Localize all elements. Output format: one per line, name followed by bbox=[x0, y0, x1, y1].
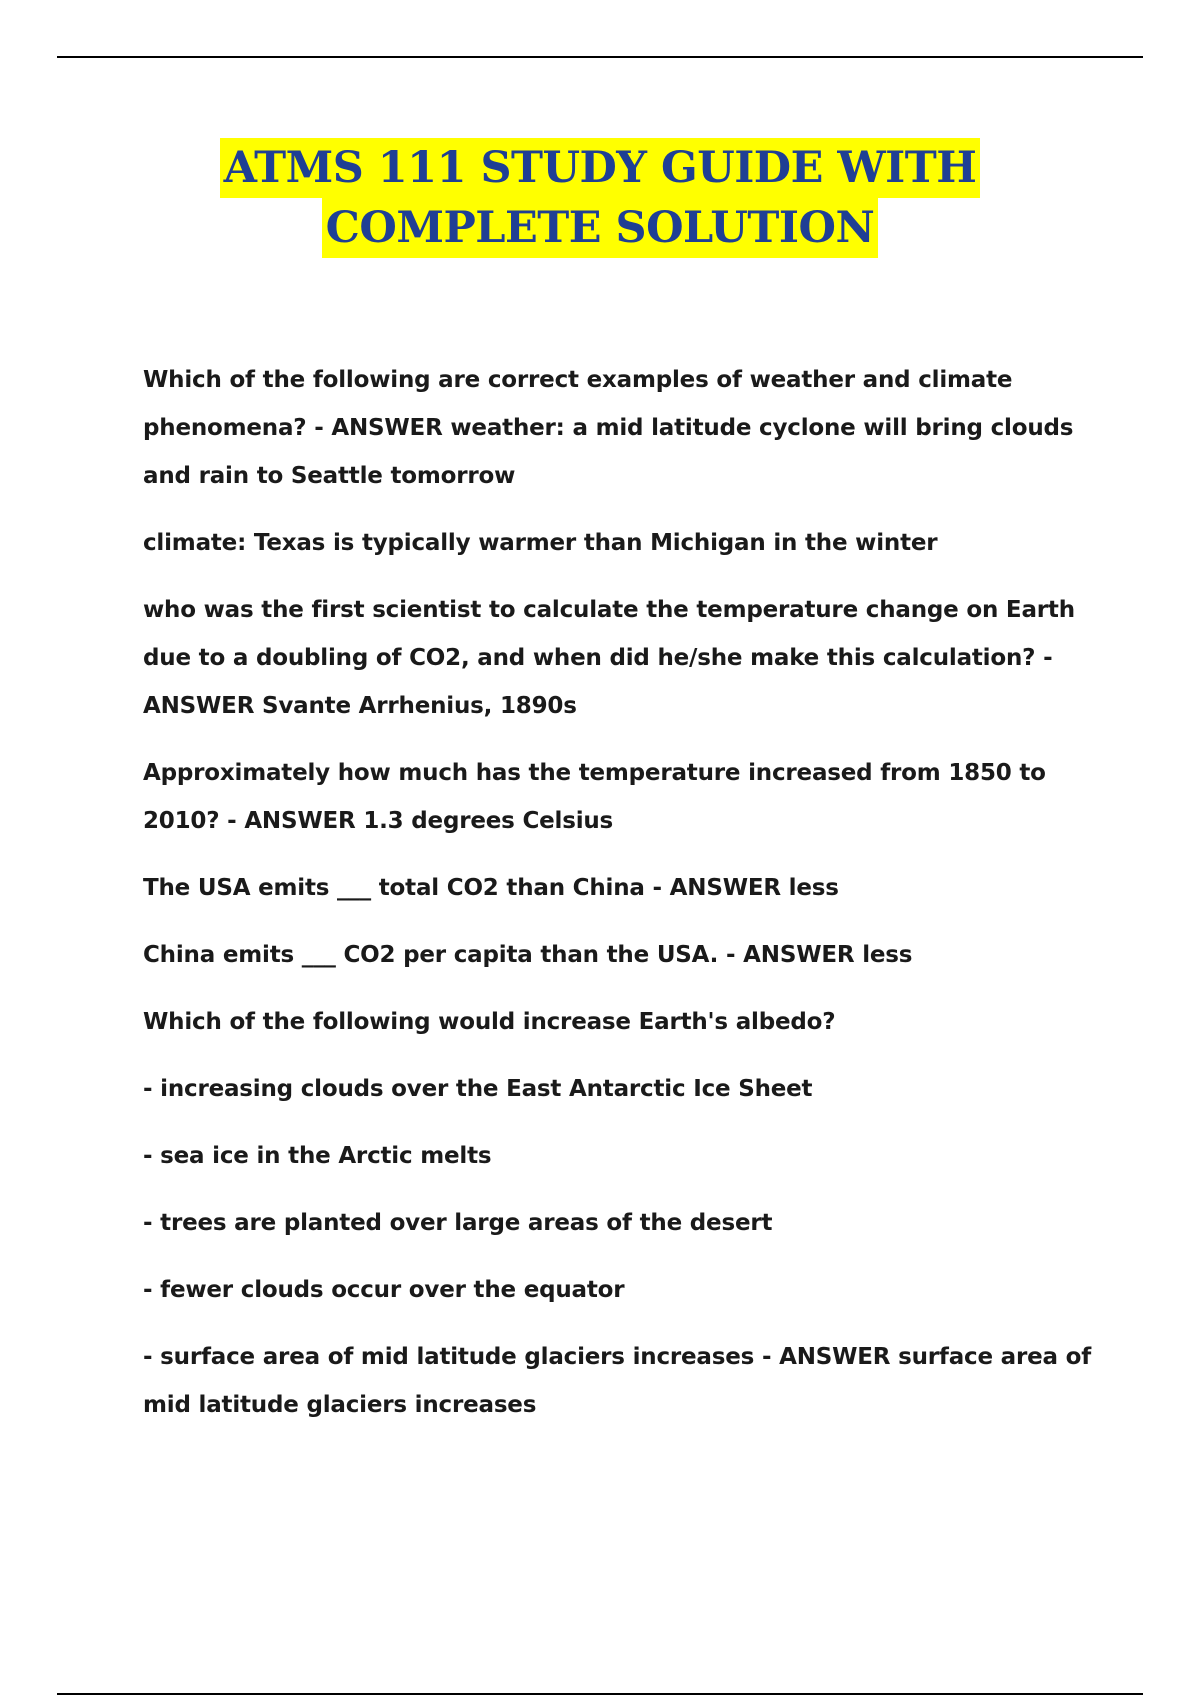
title-line-1: ATMS 111 STUDY GUIDE WITH bbox=[220, 138, 981, 198]
albedo-option-4: - fewer clouds occur over the equator bbox=[143, 1277, 625, 1303]
albedo-option-2: - sea ice in the Arctic melts bbox=[143, 1143, 492, 1169]
question-albedo: Which of the following would increase Earth's albedo? bbox=[143, 1009, 836, 1035]
question-china-per-capita: China emits ___ CO2 per capita than the USA. - ANSWER less bbox=[143, 942, 913, 968]
top-rule bbox=[57, 56, 1143, 58]
answer-climate-example: climate: Texas is typically warmer than Michigan in the winter bbox=[143, 530, 938, 556]
question-usa-total-co2: The USA emits ___ total CO2 than China - ANSWER less bbox=[143, 875, 839, 901]
study-guide-body bbox=[143, 356, 1103, 1448]
title-line-2: COMPLETE SOLUTION bbox=[322, 198, 879, 258]
albedo-option-5-with-answer: - surface area of mid latitude glaciers increases - ANSWER surface area of mid latitude glaciers increases bbox=[143, 1344, 1092, 1418]
question-temperature-increase: Approximately how much has the temperature increased from 1850 to 2010? - ANSWER 1.3 degrees Celsius bbox=[143, 760, 1046, 834]
question-first-scientist: who was the first scientist to calculate the temperature change on Earth due to a doubling of CO2, and when did he/she make this calculation? - ANSWER Svante Arrhenius, 1890s bbox=[143, 597, 1075, 719]
albedo-option-3: - trees are planted over large areas of the desert bbox=[143, 1210, 773, 1236]
bottom-rule bbox=[57, 1693, 1143, 1695]
question-weather-climate: Which of the following are correct examples of weather and climate phenomena? - ANSWER weather: a mid latitude cyclone will bring clouds and rain to Seattle tomorrow bbox=[143, 367, 1074, 489]
albedo-option-1: - increasing clouds over the East Antarctic Ice Sheet bbox=[143, 1076, 813, 1102]
document-title bbox=[0, 138, 1200, 258]
